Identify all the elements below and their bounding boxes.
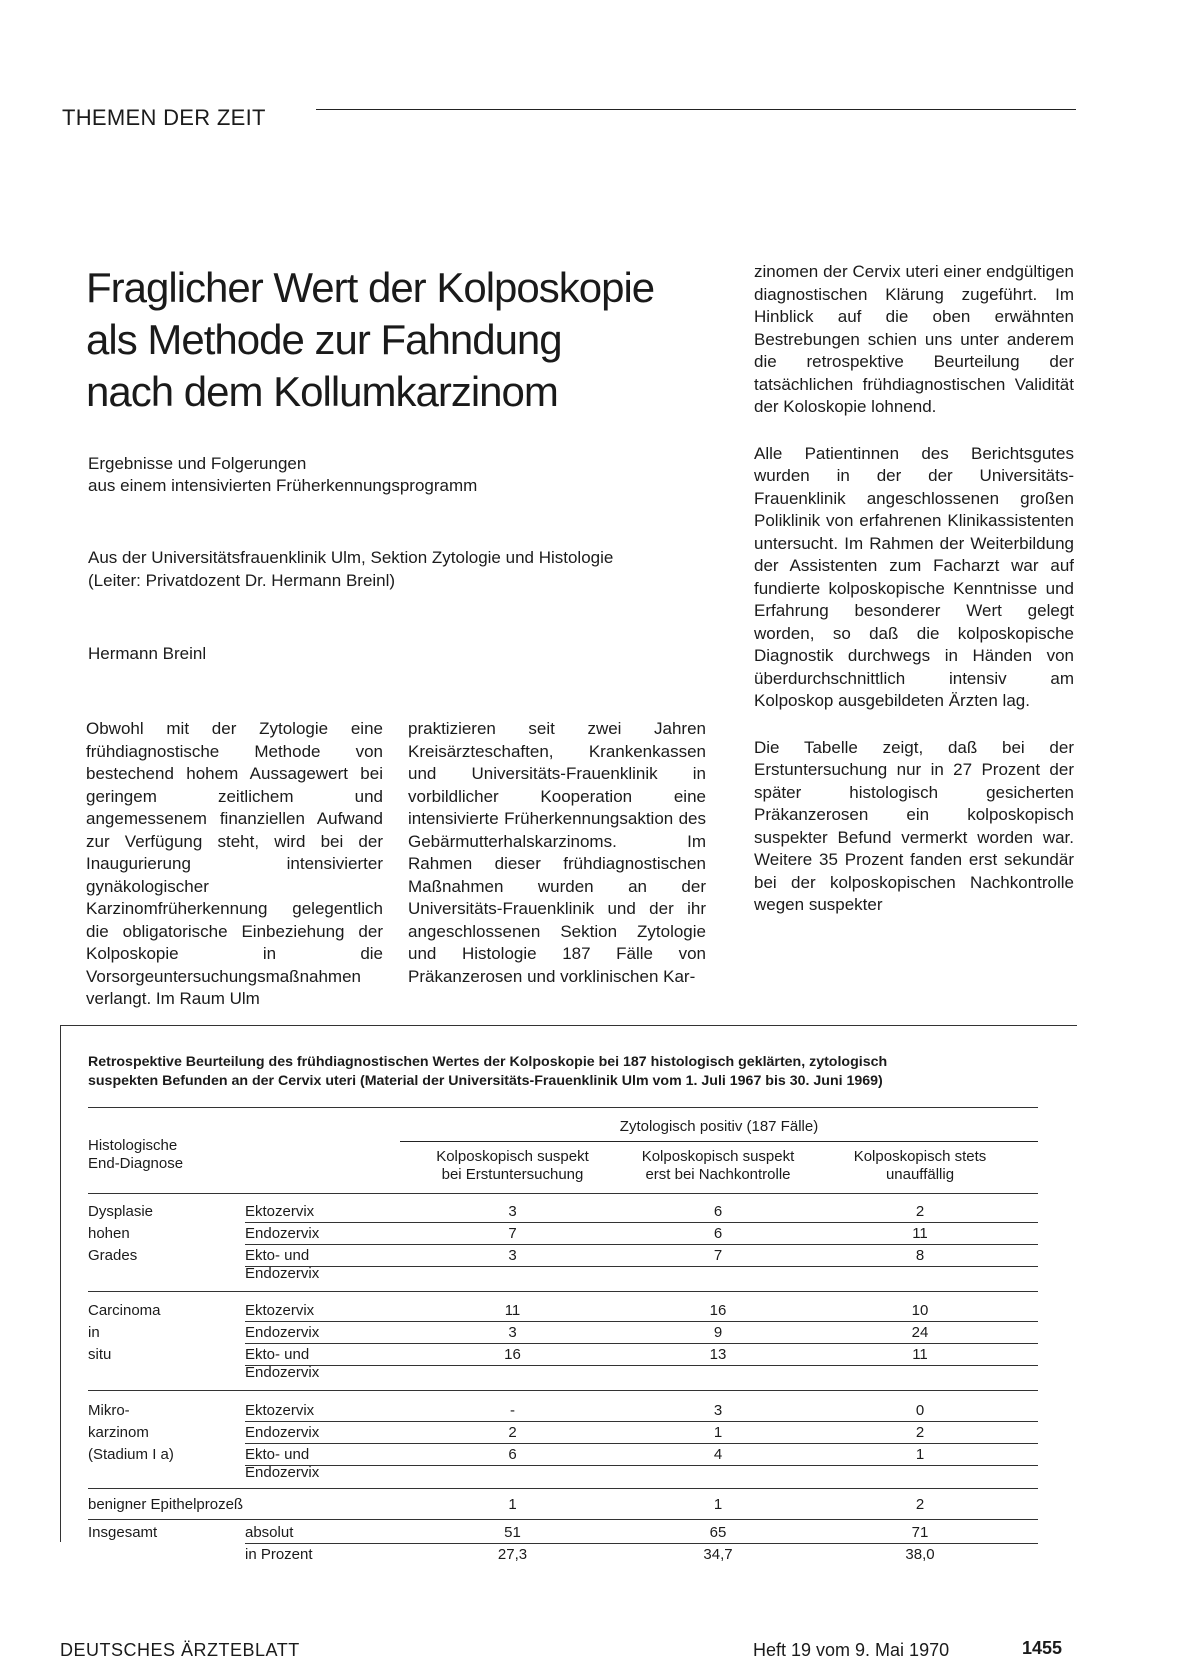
table-cell: 51 xyxy=(504,1524,521,1541)
table-cell: 1 xyxy=(713,1424,723,1441)
benign-label: benigner Epithelprozeß xyxy=(88,1496,244,1513)
group-header-rule xyxy=(400,1141,1038,1142)
body-column-3 xyxy=(754,261,1074,917)
row-rule xyxy=(245,1365,1038,1366)
row-rule xyxy=(245,1343,1038,1344)
diagnosis-label: Dysplasie xyxy=(88,1203,154,1220)
table-cell: 9 xyxy=(713,1324,723,1341)
diagnosis-label: karzinom xyxy=(88,1424,149,1441)
diagnosis-label: Grades xyxy=(88,1247,138,1264)
page-number: 1455 xyxy=(1022,1638,1063,1658)
row-rule xyxy=(245,1222,1038,1223)
table-cell: 27,3 xyxy=(497,1546,528,1563)
table-cell: 6 xyxy=(713,1225,723,1242)
table-cell: 1 xyxy=(508,1496,517,1513)
row-rule xyxy=(245,1321,1038,1322)
table-cell: - xyxy=(510,1402,515,1419)
row-rule xyxy=(245,1421,1038,1422)
table-cell: 0 xyxy=(915,1402,925,1419)
header-bottom-rule xyxy=(88,1193,1038,1194)
table-cell: 16 xyxy=(504,1346,521,1363)
site-label: Endozervix xyxy=(245,1364,320,1381)
article-subtitle xyxy=(88,453,477,497)
table-cell: 4 xyxy=(713,1446,723,1463)
table-cell: 2 xyxy=(915,1424,925,1441)
body-paragraph: Die Tabelle zeigt, daß bei der Erstuntersuchung nur in 27 Prozent der später histologisch gesicherten Präkanzerosen ein kolposkopisch suspekter Befund vermerkt worden war. Weitere 35 Prozent fanden erst sekundär bei der kolposkopischen Nachkontrolle wegen suspekter xyxy=(754,737,1074,914)
row-rule xyxy=(245,1244,1038,1245)
table-cell: 65 xyxy=(709,1524,727,1541)
caption-line: suspekten Befunden an der Cervix uteri (Material der Universitäts-Frauenklinik Ulm vom 1. Juli 1967 bis 30. Juni 1969) xyxy=(88,1073,883,1089)
table-cell: 11 xyxy=(912,1346,928,1363)
group-separator xyxy=(88,1488,1038,1489)
table-cell: 3 xyxy=(508,1203,517,1220)
subtitle-line: aus einem intensivierten Früherkennungsprogramm xyxy=(88,476,478,495)
site-label: Ekto- und xyxy=(245,1346,310,1363)
table-cell: 24 xyxy=(911,1324,929,1341)
column-header: erst bei Nachkontrolle xyxy=(645,1166,791,1183)
article-title xyxy=(86,262,736,418)
site-label: Ekto- und xyxy=(245,1446,310,1463)
group-separator xyxy=(88,1291,1038,1292)
table-cell: 10 xyxy=(911,1302,929,1319)
column-header: bei Erstuntersuchung xyxy=(441,1166,584,1183)
group-separator xyxy=(88,1519,1038,1520)
subtitle-line: Ergebnisse und Folgerungen xyxy=(88,454,307,473)
journal-name: DEUTSCHES ÄRZTEBLATT xyxy=(60,1640,300,1660)
table-cell: 1 xyxy=(915,1446,925,1463)
table-cell: 2 xyxy=(508,1424,517,1441)
column-header: Kolposkopisch stets xyxy=(853,1148,987,1165)
table-cell: 8 xyxy=(915,1247,925,1264)
total-row-label: absolut xyxy=(245,1524,294,1541)
affiliation xyxy=(88,546,613,592)
row-rule xyxy=(245,1543,1038,1544)
header-rule xyxy=(316,109,1076,110)
table-cell: 6 xyxy=(508,1446,517,1463)
issue-info: Heft 19 vom 9. Mai 1970 xyxy=(753,1640,950,1660)
column-header: Kolposkopisch suspekt xyxy=(436,1148,589,1165)
total-row-label: in Prozent xyxy=(245,1546,313,1563)
table-cell: 13 xyxy=(709,1346,727,1363)
caption-line: Retrospektive Beurteilung des frühdiagnostischen Wertes der Kolposkopie bei 187 histologisch geklärten, zytologisch xyxy=(88,1054,888,1070)
table-cell: 2 xyxy=(915,1203,925,1220)
body-paragraph: Obwohl mit der Zytologie eine frühdiagnostische Methode von bestechend hohem Aussagewert bei geringem zeitlichem und angemessenem finanziellen Aufwand zur Verfügung steht, wird bei der Inaugurierung intensivierter gynäkologischer Karzinomfrüherkennung gelegentlich die obligatorische Einbeziehung der Kolposkopie in die Vorsorgeuntersuchungsmaßnahmen verlangt. Im Raum Ulm xyxy=(86,719,383,1008)
table-cell: 1 xyxy=(713,1496,723,1513)
site-label: Endozervix xyxy=(245,1265,320,1282)
row-rule xyxy=(245,1266,1038,1267)
body-column-2 xyxy=(408,718,706,988)
table-cell: 71 xyxy=(911,1524,929,1541)
row-rule xyxy=(245,1465,1038,1466)
column-header: Kolposkopisch suspekt xyxy=(641,1148,795,1165)
site-label: Ektozervix xyxy=(245,1203,315,1220)
site-label: Endozervix xyxy=(245,1324,320,1341)
diagnosis-label: Mikro- xyxy=(88,1402,130,1419)
diagnosis-label: Carcinoma xyxy=(88,1302,161,1319)
table-cell: 3 xyxy=(508,1247,517,1264)
body-paragraph: zinomen der Cervix uteri einer endgültigen diagnostischen Klärung zugeführt. Im Hinblick auf die oben erwähnten Bestrebungen schien uns unter anderem die retrospektive Beurteilung der tatsächlichen frühdiagnostischen Validität der Koloskopie lohnend. xyxy=(754,262,1074,416)
table-cell: 11 xyxy=(504,1302,521,1319)
table-top-rule xyxy=(88,1107,1038,1108)
total-label: Insgesamt xyxy=(88,1524,158,1541)
row-header: Histologische xyxy=(88,1137,178,1154)
table-cell: 7 xyxy=(713,1247,723,1264)
title-line: als Methode zur Fahndung xyxy=(86,316,562,363)
site-label: Endozervix xyxy=(245,1464,320,1481)
column-header: unauffällig xyxy=(885,1166,955,1183)
table-cell: 6 xyxy=(713,1203,723,1220)
body-paragraph: praktizieren seit zwei Jahren Kreisärzteschaften, Krankenkassen und Universitäts-Frauenklinik in vorbildlicher Kooperation eine intensivierte Früherkennungsaktion des Gebärmutterhalskarzinoms. Im Rahmen dieser frühdiagnostischen Maßnahmen wurden an der Universitäts-Frauenklinik und der ihr angeschlossenen Sektion Zytologie und Histologie 187 Fälle von Präkanzerosen und vorklinischen Kar- xyxy=(408,719,706,986)
site-label: Ektozervix xyxy=(245,1302,315,1319)
title-line: Fraglicher Wert der Kolposkopie xyxy=(86,264,655,311)
site-label: Endozervix xyxy=(245,1424,320,1441)
diagnosis-label: hohen xyxy=(88,1225,130,1242)
body-column-1 xyxy=(86,718,383,1011)
affiliation-line: Aus der Universitätsfrauenklinik Ulm, Sektion Zytologie und Histologie xyxy=(88,548,614,567)
affiliation-line: (Leiter: Privatdozent Dr. Hermann Breinl) xyxy=(88,571,396,590)
table-cell: 11 xyxy=(912,1225,928,1242)
site-label: Endozervix xyxy=(245,1225,320,1242)
site-label: Ekto- und xyxy=(245,1247,310,1264)
site-label: Ektozervix xyxy=(245,1402,315,1419)
body-paragraph: Alle Patientinnen des Berichtsgutes wurden in der der Universitäts-Frauenklinik angeschlossenen großen Poliklinik von erfahrenen Klinikassistenten untersucht. Im Rahmen der Weiterbildung der Assistenten zum Facharzt war auf fundierte kolposkopische Kenntnisse und Erfahrung besonderer Wert gelegt worden, so daß die kolposkopische Diagnostik durchwegs in Händen von überdurchschnittlich intensiv am Kolposkop ausgebildeten Ärzten lag. xyxy=(754,443,1074,710)
section-label: THEMEN DER ZEIT xyxy=(62,105,266,130)
table-cell: 38,0 xyxy=(905,1546,935,1563)
table-cell: 3 xyxy=(713,1402,723,1419)
table-caption xyxy=(88,1053,1048,1091)
title-line: nach dem Kollumkarzinom xyxy=(86,368,558,415)
table-cell: 7 xyxy=(508,1225,517,1242)
diagnosis-label: in xyxy=(88,1324,100,1341)
row-header: End-Diagnose xyxy=(88,1155,184,1172)
table-cell: 34,7 xyxy=(703,1546,733,1563)
table-cell: 2 xyxy=(915,1496,925,1513)
group-separator xyxy=(88,1390,1038,1391)
group-header: Zytologisch positiv (187 Fälle) xyxy=(619,1118,819,1135)
author-name: Hermann Breinl xyxy=(88,644,207,663)
diagnosis-label: situ xyxy=(88,1346,112,1363)
row-rule xyxy=(245,1443,1038,1444)
table-cell: 16 xyxy=(709,1302,727,1319)
table-cell: 3 xyxy=(508,1324,517,1341)
diagnosis-label: (Stadium I a) xyxy=(88,1446,174,1463)
